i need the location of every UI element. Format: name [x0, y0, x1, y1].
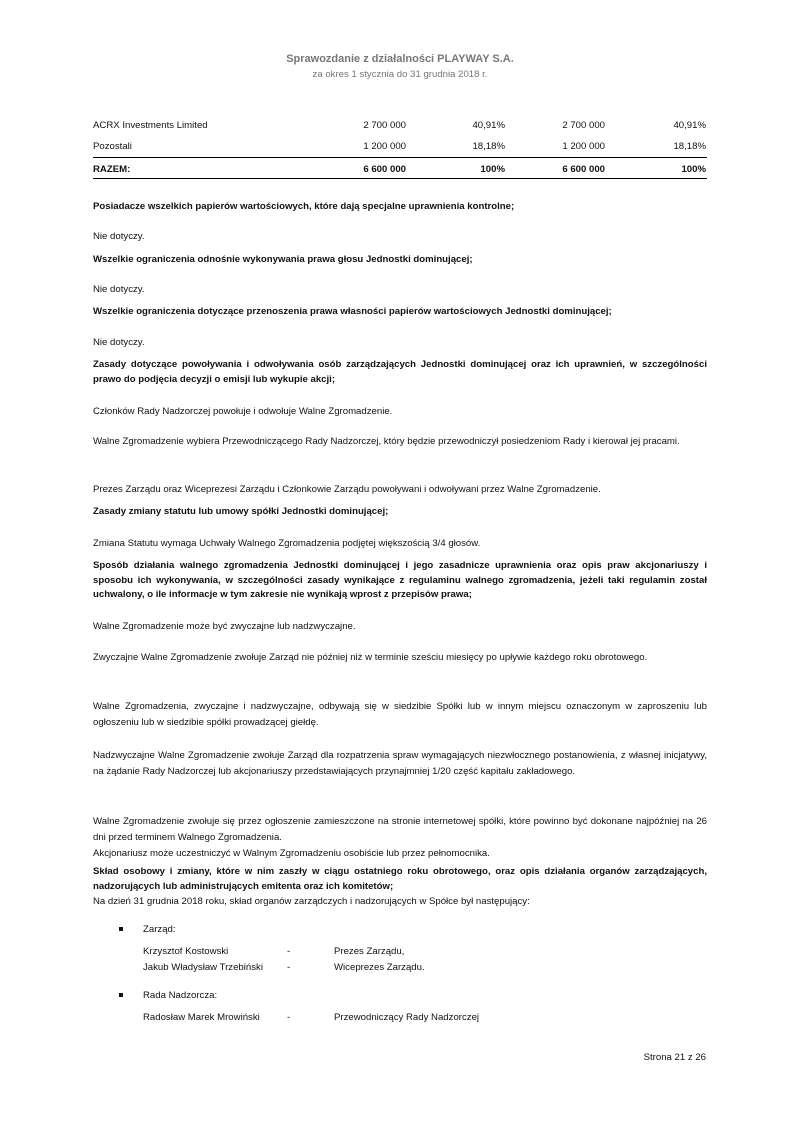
cell-shares: 1 200 000 — [363, 141, 406, 152]
section-heading: Sposób działania walnego zgromadzenia Jednostki dominującej i jego zasadnicze uprawnienia oraz opis praw akcjonariuszy i sposobu ich wykonywania, w szczególności zasady wynikające z regulaminu walnego zgromadzenia, jeżeli taki regulamin został uchwalony, o ile informacje w tym zakresie nie wynikają wprost z przepisów prawa; — [93, 560, 707, 600]
paragraph: Prezes Zarządu oraz Wiceprezesi Zarządu i Członkowie Zarządu powoływani i odwoływani przez Walne Zgromadzenie. — [93, 484, 601, 495]
cell-name: ACRX Investments Limited — [93, 120, 208, 131]
document-title: Sprawozdanie z działalności PLAYWAY S.A. — [286, 53, 514, 65]
section-heading: Posiadacze wszelkich papierów wartościowych, które dają specjalne uprawnienia kontrolne; — [93, 201, 515, 212]
paragraph: Walne Zgromadzenie zwołuje się przez ogłoszenie zamieszczone na stronie internetowej spółki, które powinno być dokonane najpóźniej na 26 dni przed terminem Walnego Zgromadzenia. — [93, 816, 707, 843]
member-role: Przewodniczący Rady Nadzorczej — [334, 1012, 480, 1023]
cell-shares: 2 700 000 — [363, 120, 406, 131]
body-label: Rada Nadzorcza: — [143, 990, 218, 1001]
paragraph: Walne Zgromadzenie wybiera Przewodniczącego Rady Nadzorczej, który będzie przewodniczył posiedzeniom Rady i kierował jej pracami. — [93, 436, 680, 447]
paragraph: Członków Rady Nadzorczej powołuje i odwołuje Walne Zgromadzenie. — [93, 406, 393, 417]
cell-name: Pozostali — [93, 141, 132, 152]
cell-votes: 6 600 000 — [562, 164, 605, 175]
page-number: Strona 21 z 26 — [643, 1052, 706, 1063]
paragraph: Walne Zgromadzenia, zwyczajne i nadzwyczajne, odbywają się w siedzibie Spółki lub w innym miejscu oznaczonym w zaproszeniu lub ogłoszeniu lub w siedzibie spółki prowadzącej giełdę. — [93, 701, 707, 728]
body-label: Zarząd: — [143, 924, 176, 935]
section-heading: Wszelkie ograniczenia odnośnie wykonywania prawa głosu Jednostki dominującej; — [93, 254, 473, 265]
paragraph: Nie dotyczy. — [93, 284, 145, 295]
member-dash: - — [287, 1012, 291, 1023]
member-role: Prezes Zarządu, — [334, 946, 405, 957]
table-divider — [93, 157, 707, 158]
cell-votes-pct: 40,91% — [673, 120, 706, 131]
document-subtitle: za okres 1 stycznia do 31 grudnia 2018 r. — [312, 69, 488, 80]
cell-share-pct: 40,91% — [472, 120, 505, 131]
member-dash: - — [287, 962, 291, 973]
table-row — [93, 120, 707, 134]
bullet-icon — [119, 993, 123, 997]
cell-share-pct: 18,18% — [472, 141, 505, 152]
cell-votes-pct: 100% — [681, 164, 706, 175]
cell-shares: 6 600 000 — [363, 164, 406, 175]
cell-share-pct: 100% — [480, 164, 505, 175]
member-name: Jakub Władysław Trzebiński — [143, 962, 263, 973]
table-bottom-border — [93, 178, 707, 179]
member-dash: - — [287, 946, 291, 957]
table-row — [93, 141, 707, 155]
paragraph: Akcjonariusz może uczestniczyć w Walnym Zgromadzeniu osobiście lub przez pełnomocnika. — [93, 848, 490, 859]
member-name: Krzysztof Kostowski — [143, 946, 229, 957]
paragraph: Nie dotyczy. — [93, 231, 145, 242]
cell-votes-pct: 18,18% — [673, 141, 706, 152]
table-total-row — [93, 164, 707, 178]
cell-name: RAZEM: — [93, 164, 131, 175]
paragraph: Walne Zgromadzenie może być zwyczajne lub nadzwyczajne. — [93, 621, 356, 632]
section-heading: Zasady dotyczące powoływania i odwoływania osób zarządzających Jednostki dominującej oraz ich uprawnień, w szczególności prawo do podjęcia decyzji o emisji lub wykupie akcji; — [93, 359, 707, 385]
member-name: Radosław Marek Mrowiński — [143, 1012, 260, 1023]
cell-votes: 1 200 000 — [562, 141, 605, 152]
member-role: Wiceprezes Zarządu. — [334, 962, 425, 973]
bullet-icon — [119, 927, 123, 931]
paragraph: Zmiana Statutu wymaga Uchwały Walnego Zgromadzenia podjętej większością 3/4 głosów. — [93, 538, 481, 549]
section-heading: Wszelkie ograniczenia dotyczące przenoszenia prawa własności papierów wartościowych Jednostki dominującej; — [93, 306, 612, 317]
cell-votes: 2 700 000 — [562, 120, 605, 131]
paragraph: Nie dotyczy. — [93, 337, 145, 348]
section-heading: Zasady zmiany statutu lub umowy spółki Jednostki dominującej; — [93, 506, 389, 517]
paragraph: Zwyczajne Walne Zgromadzenie zwołuje Zarząd nie później niż w terminie sześciu miesięcy po upływie każdego roku obrotowego. — [93, 652, 648, 663]
paragraph: Nadzwyczajne Walne Zgromadzenie zwołuje Zarząd dla rozpatrzenia spraw wymagających niezwłocznego postanowienia, z własnej inicjatywy, na żądanie Rady Nadzorczej lub akcjonariuszy przedstawiających przynajmniej 1/20 część kapitału zakładowego. — [93, 750, 707, 777]
section-heading: Skład osobowy i zmiany, które w nim zaszły w ciągu ostatniego roku obrotowego, oraz opis działania organów zarządzających, nadzorujących lub administrujących emitenta oraz ich komitetów; — [93, 866, 707, 892]
paragraph: Na dzień 31 grudnia 2018 roku, skład organów zarządczych i nadzorujących w Spółce był następujący: — [93, 896, 530, 907]
